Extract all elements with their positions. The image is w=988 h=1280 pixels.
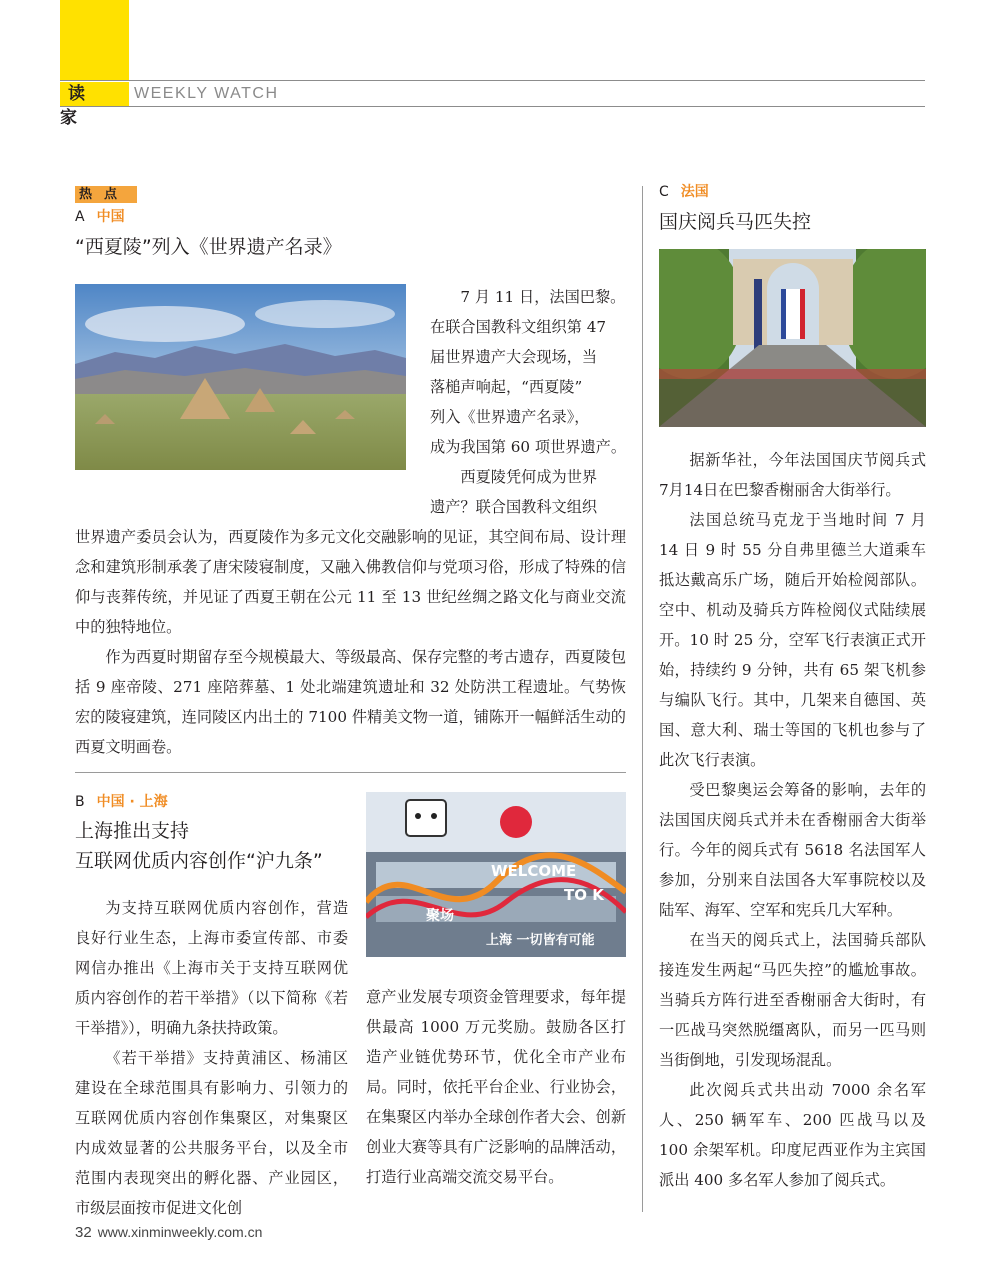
article-a-line-3: 届世界遗产大会现场，当 [430,348,598,366]
article-a-line-6: 成为我国第 60 项世界遗产。 [430,438,627,456]
article-c-p1: 据新华社，今年法国国庆节阅兵式7月14日在巴黎香榭丽舍大街举行。 [659,451,926,499]
photo-place-sign: 聚场 [426,908,454,924]
article-b-title [75,816,323,876]
article-a-p2-second: 遗产？联合国教科文组织 [430,498,598,516]
article-b-kicker [75,793,168,811]
article-b-title-line-2: 互联网优质内容创作“沪九条” [75,850,323,872]
article-b-column-2 [366,982,626,1192]
article-a-letter: A [75,209,85,225]
article-c-place: 法国 [680,184,709,200]
article-b-col1-p2: 《若干举措》支持黄浦区、杨浦区建设在全球范围具有影响力、引领力的互联网优质内容创作集聚区，对集聚区内成效显著的公共服务平台，以及全市范围内表现突出的孵化器、产业园区，市级层面按市促进文化创 [75,1049,348,1217]
article-a-line-5: 列入《世界遗产名录》， [430,408,590,426]
article-a-p2-first: 西夏陵凭何成为世界 [460,468,598,486]
article-a-line-2: 在联合国教科文组织第 47 [430,318,607,336]
xixia-tombs-photo [75,284,406,470]
photo-to-k-text: TO K [564,886,604,904]
footer-url[interactable]: www.xinminweekly.com.cn [97,1224,263,1240]
article-c-p4: 在当天的阅兵式上，法国骑兵部队接连发生两起“马匹失控”的尴尬事故。当骑兵方阵行进至香榭丽舍大街时，有一匹战马突然脱缰离队，而另一匹马则当街倒地，引发现场混乱。 [659,931,926,1069]
article-a-intro [430,282,626,522]
article-a-kicker [75,208,125,226]
article-a-p3: 作为西夏时期留存至今规模最大、等级最高、保存完整的考古遗存，西夏陵包括 9 座帝陵、271 座陪葬墓、1 处北端建筑遗址和 32 处防洪工程遗址。气势恢宏的陵寝建筑，连同陵区内出土的 7100 件精美文物一道，铺陈开一幅鲜活生动的西夏文明画卷。 [75,648,626,756]
header-rule-bottom [60,106,925,107]
page-footer [75,1224,262,1241]
column-divider [642,186,643,1212]
article-a-title: “西夏陵”列入《世界遗产名录》 [75,236,342,258]
article-c-p3: 受巴黎奥运会筹备的影响，去年的法国国庆阅兵式并未在香榭丽舍大街举行。今年的阅兵式有 5618 名法国军人参加，分别来自法国各大军事院校以及陆军、海军、空军和宪兵几大军种。 [659,781,926,919]
article-c-letter: C [659,184,669,200]
article-a-body [75,522,626,762]
article-c-p5: 此次阅兵式共出动 7000 余名军人、250 辆军车、200 匹战马以及 100 余架军机。印度尼西亚作为主宾国派出 400 多名军人参加了阅兵式。 [659,1081,926,1189]
header-tab-label: 读家 [60,82,129,106]
article-a-line-4: 落槌声响起，“西夏陵” [430,378,583,396]
section-tag: 热点 [75,186,137,203]
article-a-place: 中国 [96,209,125,225]
article-divider [75,772,626,773]
header-english-label: WEEKLY WATCH [134,85,279,102]
article-c-p2: 法国总统马克龙于当地时间 7 月 14 日 9 时 55 分自弗里德兰大道乘车抵达戴高乐广场，随后开始检阅部队。空中、机动及骑兵方阵检阅仪式陆续展开。10 时 25 分，空军飞行表演正式开始，持续约 9 分钟，共有 65 架飞机参与编队飞行。其中，几架来自德国、英国、意大利、瑞士等国的飞机也参与了此次飞行表演。 [659,511,926,769]
paris-parade-photo [659,249,926,427]
article-a-line-1: 7 月 11 日，法国巴黎。 [460,288,626,306]
header-rule-top [60,80,925,81]
article-b-column-1 [75,893,348,1223]
article-b-letter: B [75,794,85,810]
article-b-place: 中国 · 上海 [96,794,168,810]
article-b-col1-p1: 为支持互联网优质内容创作，营造良好行业生态，上海市委宣传部、市委网信办推出《上海市关于支持互联网优质内容创作的若干举措》（以下简称《若干举措》），明确九条扶持政策。 [75,899,348,1037]
photo-slogan: 上海 一切皆有可能 [486,933,595,948]
article-a-p2-rest: 世界遗产委员会认为，西夏陵作为多元文化交融影响的见证，其空间布局、设计理念和建筑形制承袭了唐宋陵寝制度，又融入佛教信仰与党项习俗，形成了特殊的信仰与丧葬传统，并见证了西夏王朝在公元 11 至 13 世纪丝绸之路文化与商业交流中的独特地位。 [75,528,626,636]
article-c-title: 国庆阅兵马匹失控 [659,211,812,233]
photo-welcome-text: WELCOME [491,862,577,880]
page-number: 32 [75,1224,92,1241]
article-c-body [659,445,926,1195]
header-color-block [60,0,129,80]
article-b-title-line-1: 上海推出支持 [75,820,190,842]
article-c-kicker [659,183,709,201]
shanghai-venue-photo [366,792,626,957]
article-b-col2: 意产业发展专项资金管理要求，每年提供最高 1000 万元奖励。鼓励各区打造产业链优势环节，优化全市产业布局。同时，依托平台企业、行业协会，在集聚区内举办全球创作者大会、创新创业大赛等具有广泛影响的品牌活动，打造行业高端交流交易平台。 [366,988,626,1186]
